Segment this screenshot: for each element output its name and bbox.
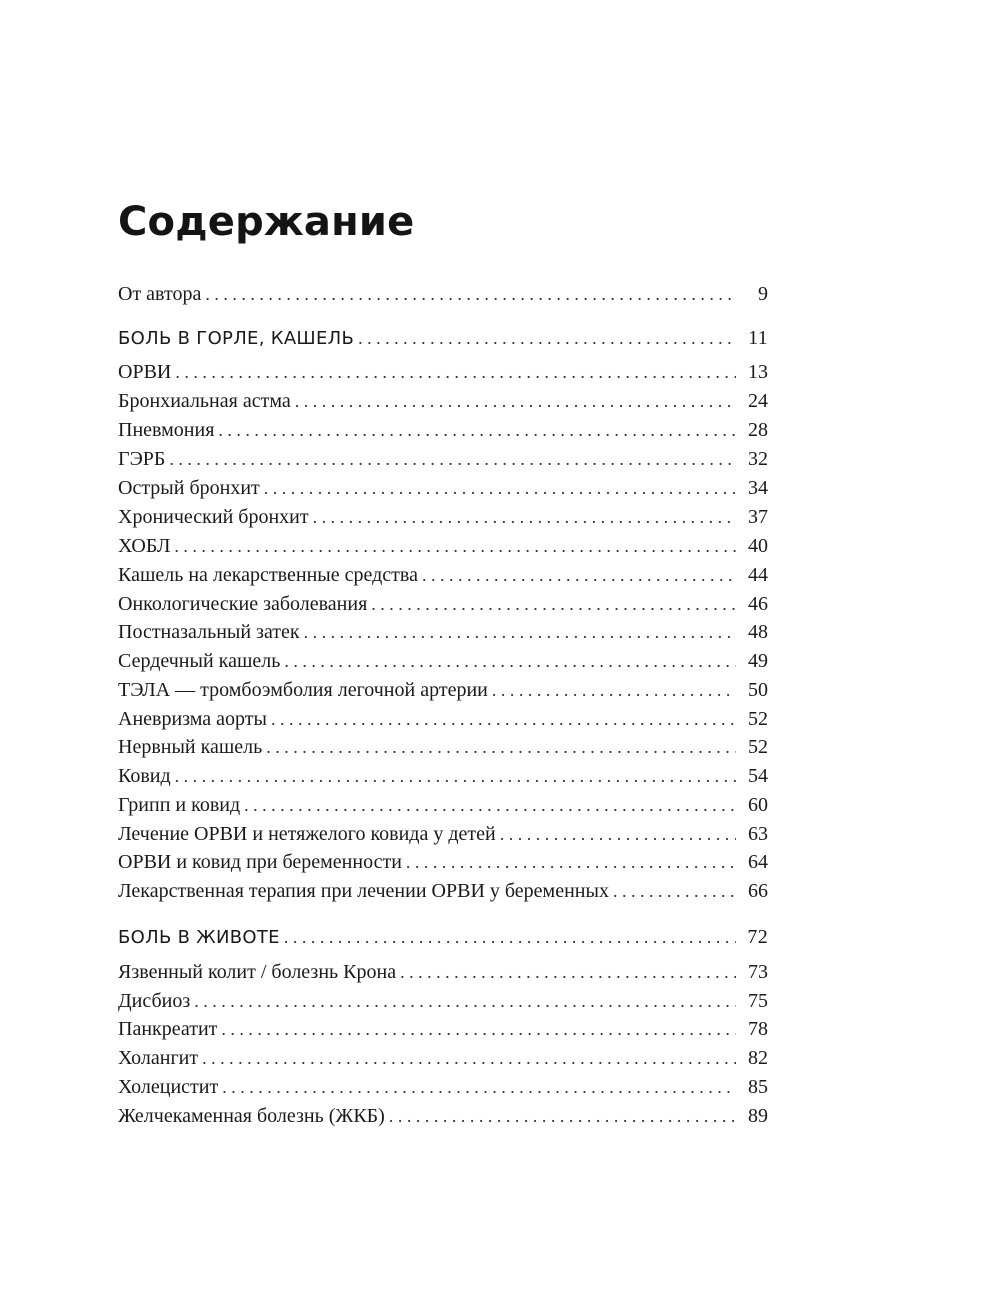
toc-entry-row: [118, 647, 768, 675]
dot-leader: [422, 561, 736, 589]
dot-leader: [406, 848, 736, 876]
dot-leader: [284, 923, 736, 951]
toc-entry-row: [118, 503, 768, 531]
toc-page-number: 63: [748, 823, 768, 845]
toc-page-number: 32: [748, 448, 768, 470]
toc-entry-title: Кашель на лекарственные средства: [118, 564, 418, 586]
toc-entry-title: Язвенный колит / болезнь Крона: [118, 961, 397, 983]
toc-entry-row: [118, 1102, 768, 1130]
toc-entry-title: Холецистит: [118, 1076, 219, 1098]
toc-page-number: 50: [748, 679, 768, 701]
toc-page-number: 9: [758, 283, 768, 305]
toc-entry-title: Бронхиальная астма: [118, 390, 291, 412]
toc-entry-title: Онкологические заболевания: [118, 593, 368, 615]
toc-entry-title: Холангит: [118, 1047, 199, 1069]
dot-leader: [264, 474, 736, 502]
toc-entry-title: Аневризма аорты: [118, 708, 267, 730]
toc-entry-row: [118, 358, 768, 386]
toc-entry-title: Лечение ОРВИ и нетяжелого ковида у детей: [118, 823, 496, 845]
toc-entry-row: [118, 561, 768, 589]
dot-leader: [358, 324, 736, 352]
toc-page-number: 46: [748, 593, 768, 615]
toc-page-number: 49: [748, 650, 768, 672]
dot-leader: [221, 1015, 736, 1043]
dot-leader: [202, 1044, 736, 1072]
toc-entry-row: [118, 1073, 768, 1101]
toc-entry-title: Постназальный затек: [118, 621, 300, 643]
toc-entry-row: [118, 791, 768, 819]
toc-entry-row: [118, 387, 768, 415]
page-title: Содержание: [118, 199, 415, 245]
toc-entry-row: [118, 416, 768, 444]
toc-entry-row: [118, 820, 768, 848]
toc-entry-title: Лекарственная терапия при лечении ОРВИ у беременных: [118, 880, 609, 902]
toc-entry-row: [118, 590, 768, 618]
toc-entry-row: [118, 987, 768, 1015]
dot-leader: [371, 590, 736, 618]
toc-page-number: 13: [748, 361, 768, 383]
dot-leader: [492, 676, 736, 704]
toc-entry-row: [118, 958, 768, 986]
toc-section-title: БОЛЬ В ГОРЛЕ, КАШЕЛЬ: [118, 328, 355, 349]
dot-leader: [313, 503, 736, 531]
toc-page-number: 52: [748, 736, 768, 758]
toc-section-row: [118, 923, 768, 951]
toc-entry-title: ОРВИ: [118, 361, 172, 383]
toc-entry-title: Дисбиоз: [118, 990, 191, 1012]
toc-page-number: 28: [748, 419, 768, 441]
toc-entry-title: ХОБЛ: [118, 535, 171, 557]
toc-page-number: 75: [748, 990, 768, 1012]
toc-page-number: 78: [748, 1018, 768, 1040]
toc-section-title: БОЛЬ В ЖИВОТЕ: [118, 927, 280, 948]
toc-entry-title: ОРВИ и ковид при беременности: [118, 851, 402, 873]
toc-page-number: 82: [748, 1047, 768, 1069]
toc-page-number: 11: [748, 327, 768, 349]
toc-entry-row: [118, 1015, 768, 1043]
toc-page-number: 85: [748, 1076, 768, 1098]
toc-page-number: 66: [748, 880, 768, 902]
toc-entry-title: Панкреатит: [118, 1018, 218, 1040]
dot-leader: [175, 762, 736, 790]
dot-leader: [244, 791, 736, 819]
toc-entry-title: ГЭРБ: [118, 448, 166, 470]
toc-entry-title: Сердечный кашель: [118, 650, 281, 672]
toc-entry-title: Нервный кашель: [118, 736, 263, 758]
toc-page-number: 73: [748, 961, 768, 983]
dot-leader: [175, 358, 736, 386]
dot-leader: [271, 705, 736, 733]
dot-leader: [613, 877, 736, 905]
toc-entry-title: Пневмония: [118, 419, 215, 441]
dot-leader: [295, 387, 736, 415]
toc-page-number: 60: [748, 794, 768, 816]
toc-entry-row: [118, 618, 768, 646]
toc-page-number: 64: [748, 851, 768, 873]
toc-page-number: 34: [748, 477, 768, 499]
toc-entry-row: [118, 474, 768, 502]
toc-entry-title: Хронический бронхит: [118, 506, 309, 528]
dot-leader: [500, 820, 736, 848]
toc-section-row: [118, 324, 768, 352]
toc-entry-row: [118, 762, 768, 790]
toc-entry-row: [118, 733, 768, 761]
dot-leader: [400, 958, 736, 986]
toc-entry-row: [118, 705, 768, 733]
toc-entry-row: [118, 676, 768, 704]
toc-entry-title: Грипп и ковид: [118, 794, 241, 816]
toc-entry-row: [118, 848, 768, 876]
dot-leader: [389, 1102, 736, 1130]
dot-leader: [174, 532, 736, 560]
toc-entry-title: От автора: [118, 283, 202, 305]
toc-entry-row: [118, 1044, 768, 1072]
dot-leader: [222, 1073, 736, 1101]
dot-leader: [205, 280, 736, 308]
dot-leader: [304, 618, 736, 646]
toc-entry-row: [118, 877, 768, 905]
toc-page-number: 48: [748, 621, 768, 643]
toc-entry-row: [118, 280, 768, 308]
dot-leader: [266, 733, 736, 761]
dot-leader: [218, 416, 736, 444]
toc-page-number: 89: [748, 1105, 768, 1127]
toc-page-number: 40: [748, 535, 768, 557]
toc-entry-title: Ковид: [118, 765, 171, 787]
toc-page-number: 44: [748, 564, 768, 586]
toc-entry-title: Острый бронхит: [118, 477, 260, 499]
dot-leader: [284, 647, 736, 675]
dot-leader: [194, 987, 736, 1015]
toc-entry-title: Желчекаменная болезнь (ЖКБ): [118, 1105, 385, 1127]
toc-entry-row: [118, 445, 768, 473]
toc-entry-title: ТЭЛА — тромбоэмболия легочной артерии: [118, 679, 488, 701]
toc-entry-row: [118, 532, 768, 560]
dot-leader: [169, 445, 736, 473]
toc-page-number: 24: [748, 390, 768, 412]
toc-page-number: 54: [748, 765, 768, 787]
toc-page-number: 52: [748, 708, 768, 730]
toc-page-number: 37: [748, 506, 768, 528]
toc-page-number: 72: [747, 926, 768, 948]
